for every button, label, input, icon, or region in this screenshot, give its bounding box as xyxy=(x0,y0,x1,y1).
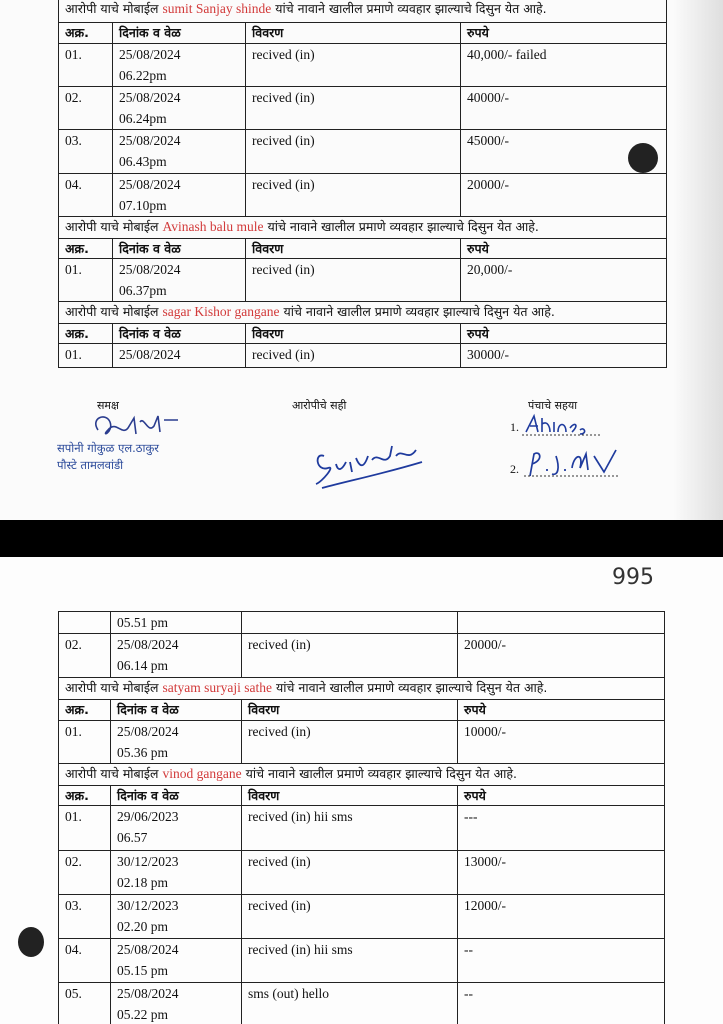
officer-signature xyxy=(88,408,183,444)
section-title: आरोपी याचे मोबाईल satyam suryaji sathe यांचे नावाने खालील प्रमाणे व्यवहार झाल्याचे दिसुन येत आहे. xyxy=(59,678,665,700)
table-header-row: अक्र. दिनांक व वेळ विवरण रुपये xyxy=(59,786,665,806)
table-row: 04. 25/08/2024 07.10pm recived (in) 20000/- xyxy=(59,174,667,217)
witness-1-signature xyxy=(522,412,607,438)
punch-hole-mark xyxy=(18,927,44,957)
document-page-2 xyxy=(0,557,723,1024)
punch-hole-mark xyxy=(628,143,658,173)
transactions-table-1 xyxy=(58,0,667,368)
table-row: 01. 25/08/2024 05.36 pm recived (in) 10000/- xyxy=(59,721,665,764)
witness-1-label: 1. xyxy=(510,420,519,434)
section-title: आरोपी याचे मोबाईल Avinash balu mule यांचे नावाने खालील प्रमाणे व्यवहार झाल्याचे दिसुन येत आहे. xyxy=(59,217,667,239)
table-row: 01. 25/08/2024 06.37pm recived (in) 20,000/- xyxy=(59,259,667,302)
witness-2-label: 2. xyxy=(510,462,519,476)
page-number: 995 xyxy=(612,565,654,590)
section-title: आरोपी याचे मोबाईल sumit Sanjay shinde यांचे नावाने खालील प्रमाणे व्यवहार झाल्याचे दिसुन येत आहे. xyxy=(59,0,667,23)
accused-name: vinod gangane xyxy=(162,766,242,781)
officer-stamp: सपोनी गोकुळ एल.ठाकुर पौस्टे तामलवांडी xyxy=(57,441,159,472)
accused-name: Avinash balu mule xyxy=(162,219,264,234)
table-row: 01. 29/06/2023 06.57 recived (in) hii sms --- xyxy=(59,806,665,851)
accused-name: sagar Kishor gangane xyxy=(162,304,280,319)
section-title: आरोपी याचे मोबाईल sagar Kishor gangane यांचे नावाने खालील प्रमाणे व्यवहार झाल्याचे दिसुन येत आहे. xyxy=(59,302,667,324)
accused-sign-label: आरोपीचे सही xyxy=(292,399,347,412)
witness-2-signature xyxy=(524,446,634,480)
table-header-row: अक्र. दिनांक व वेळ विवरण रुपये xyxy=(59,23,667,44)
section-title: आरोपी याचे मोबाईल vinod gangane यांचे नावाने खालील प्रमाणे व्यवहार झाल्याचे दिसुन येत आहे. xyxy=(59,764,665,786)
accused-signature xyxy=(312,438,432,490)
table-row: 04. 25/08/2024 05.15 pm recived (in) hii sms -- xyxy=(59,939,665,983)
table-row: 01. 25/08/2024 recived (in) 30000/- xyxy=(59,344,667,368)
table-header-row: अक्र. दिनांक व वेळ विवरण रुपये xyxy=(59,239,667,259)
table-row: 05.51 pm xyxy=(59,612,665,634)
table-header-row: अक्र. दिनांक व वेळ विवरण रुपये xyxy=(59,700,665,721)
table-row: 05. 25/08/2024 05.22 pm sms (out) hello -- xyxy=(59,983,665,1024)
table-row: 03. 30/12/2023 02.20 pm recived (in) 12000/- xyxy=(59,895,665,939)
page-separator xyxy=(0,520,723,557)
page-shadow xyxy=(673,0,723,520)
transactions-table-2 xyxy=(58,611,665,1024)
table-row: 02. 25/08/2024 06.14 pm recived (in) 20000/- xyxy=(59,634,665,678)
table-header-row: अक्र. दिनांक व वेळ विवरण रुपये xyxy=(59,324,667,344)
panch-witness-label: पंचाचे सहया xyxy=(528,399,578,412)
table-row: 02. 25/08/2024 06.24pm recived (in) 40000/- xyxy=(59,87,667,130)
table-row: 03. 25/08/2024 06.43pm recived (in) 45000/- xyxy=(59,130,667,174)
table-row: 01. 25/08/2024 06.22pm recived (in) 40,000/- failed xyxy=(59,44,667,87)
in-presence-label: समक्ष xyxy=(97,399,119,412)
accused-name: satyam suryaji sathe xyxy=(162,680,273,695)
table-row: 02. 30/12/2023 02.18 pm recived (in) 13000/- xyxy=(59,851,665,895)
accused-name: sumit Sanjay shinde xyxy=(162,1,272,16)
